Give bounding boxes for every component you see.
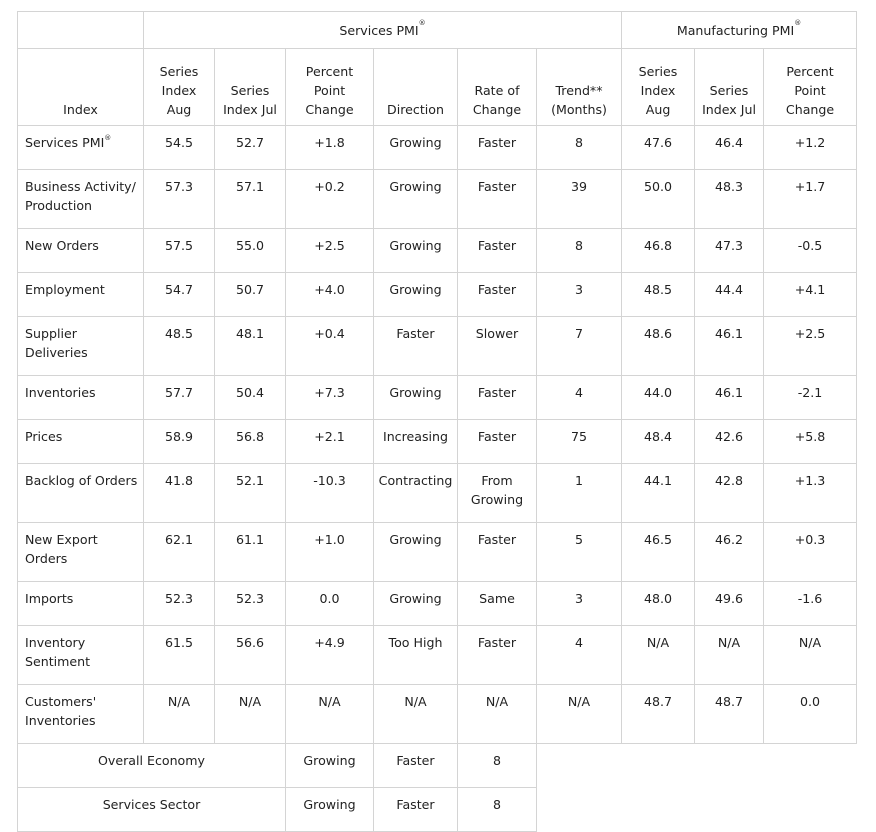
table-cell: Growing <box>374 229 458 273</box>
table-cell: 44.1 <box>622 464 695 523</box>
table-cell: 44.4 <box>695 273 764 317</box>
col-header-rate-of-change: Rate of Change <box>458 49 537 126</box>
table-cell: 52.1 <box>215 464 286 523</box>
summary-trend: 8 <box>458 744 537 788</box>
table-cell: 48.4 <box>622 420 695 464</box>
pmi-table <box>17 11 857 832</box>
table-cell: +0.2 <box>286 170 374 229</box>
table-cell: +1.0 <box>286 523 374 582</box>
summary-rate: Faster <box>374 788 458 832</box>
table-cell: 56.8 <box>215 420 286 464</box>
row-label: Customers' Inventories <box>18 685 144 744</box>
col-header-mfg-percent-point-change: Percent Point Change <box>764 49 857 126</box>
summary-label: Overall Economy <box>18 744 286 788</box>
row-label: New Export Orders <box>18 523 144 582</box>
table-cell: -1.6 <box>764 582 857 626</box>
summary-rate: Faster <box>374 744 458 788</box>
table-cell: 5 <box>537 523 622 582</box>
col-header-index: Index <box>18 49 144 126</box>
table-cell: 4 <box>537 626 622 685</box>
table-cell: 46.1 <box>695 317 764 376</box>
table-cell: 48.1 <box>215 317 286 376</box>
col-header-series-index-aug: Series Index Aug <box>144 49 215 126</box>
table-cell: 48.5 <box>622 273 695 317</box>
table-cell: N/A <box>215 685 286 744</box>
table-cell: +1.7 <box>764 170 857 229</box>
table-cell: 3 <box>537 582 622 626</box>
table-cell: 1 <box>537 464 622 523</box>
col-header-series-index-jul: Series Index Jul <box>215 49 286 126</box>
table-cell: 61.1 <box>215 523 286 582</box>
table-cell: 52.3 <box>144 582 215 626</box>
table-cell: 8 <box>537 126 622 170</box>
table-cell: 48.6 <box>622 317 695 376</box>
pmi-table-container <box>17 11 857 832</box>
table-row <box>18 376 857 420</box>
table-cell: N/A <box>286 685 374 744</box>
table-cell: 57.7 <box>144 376 215 420</box>
table-cell: 75 <box>537 420 622 464</box>
row-label: Employment <box>18 273 144 317</box>
table-cell: Same <box>458 582 537 626</box>
summary-row-services-sector <box>18 788 857 832</box>
table-cell: 0.0 <box>286 582 374 626</box>
table-cell: Increasing <box>374 420 458 464</box>
table-row <box>18 420 857 464</box>
summary-row-overall-economy <box>18 744 857 788</box>
table-cell: 46.2 <box>695 523 764 582</box>
table-cell: N/A <box>622 626 695 685</box>
table-cell: N/A <box>144 685 215 744</box>
col-header-direction: Direction <box>374 49 458 126</box>
table-cell: 7 <box>537 317 622 376</box>
table-cell: 48.0 <box>622 582 695 626</box>
table-cell: +2.5 <box>764 317 857 376</box>
table-cell: Faster <box>458 376 537 420</box>
table-row <box>18 273 857 317</box>
table-cell: N/A <box>764 626 857 685</box>
table-cell: +4.0 <box>286 273 374 317</box>
table-cell: Growing <box>374 273 458 317</box>
table-cell: N/A <box>537 685 622 744</box>
table-cell: +1.2 <box>764 126 857 170</box>
table-cell: 48.5 <box>144 317 215 376</box>
col-header-mfg-series-index-jul: Series Index Jul <box>695 49 764 126</box>
row-label: Prices <box>18 420 144 464</box>
table-row <box>18 229 857 273</box>
table-cell: -2.1 <box>764 376 857 420</box>
table-cell: Growing <box>374 376 458 420</box>
col-header-percent-point-change: Percent Point Change <box>286 49 374 126</box>
table-cell: 49.6 <box>695 582 764 626</box>
table-cell: 50.4 <box>215 376 286 420</box>
table-cell: Growing <box>374 582 458 626</box>
table-cell: 52.7 <box>215 126 286 170</box>
table-cell: 46.5 <box>622 523 695 582</box>
table-cell: 8 <box>537 229 622 273</box>
row-label: New Orders <box>18 229 144 273</box>
table-row <box>18 523 857 582</box>
table-cell: 55.0 <box>215 229 286 273</box>
table-cell: N/A <box>374 685 458 744</box>
summary-direction: Growing <box>286 744 374 788</box>
summary-direction: Growing <box>286 788 374 832</box>
services-pmi-group-header: Services PMI® <box>144 12 622 49</box>
row-label: Inventories <box>18 376 144 420</box>
table-cell: 57.1 <box>215 170 286 229</box>
table-cell: Too High <box>374 626 458 685</box>
table-cell: +0.4 <box>286 317 374 376</box>
col-header-trend-months: Trend** (Months) <box>537 49 622 126</box>
table-cell: 62.1 <box>144 523 215 582</box>
table-cell: 48.7 <box>695 685 764 744</box>
table-cell: Growing <box>374 523 458 582</box>
summary-label: Services Sector <box>18 788 286 832</box>
table-cell: 48.3 <box>695 170 764 229</box>
summary-blank <box>537 788 764 832</box>
table-cell: 54.5 <box>144 126 215 170</box>
row-label: Business Activity/ Production <box>18 170 144 229</box>
row-label: Imports <box>18 582 144 626</box>
table-cell: 41.8 <box>144 464 215 523</box>
table-cell: Faster <box>458 170 537 229</box>
row-label: Supplier Deliveries <box>18 317 144 376</box>
table-cell: 58.9 <box>144 420 215 464</box>
header-blank-corner <box>18 12 144 49</box>
table-cell: +1.8 <box>286 126 374 170</box>
table-cell: +1.3 <box>764 464 857 523</box>
summary-trend: 8 <box>458 788 537 832</box>
table-cell: Contracting <box>374 464 458 523</box>
table-cell: Faster <box>458 420 537 464</box>
table-cell: -0.5 <box>764 229 857 273</box>
row-label: Services PMI® <box>18 126 144 170</box>
table-cell: +4.9 <box>286 626 374 685</box>
table-cell: +4.1 <box>764 273 857 317</box>
table-cell: Faster <box>458 523 537 582</box>
table-cell: 56.6 <box>215 626 286 685</box>
table-cell: 0.0 <box>764 685 857 744</box>
table-row <box>18 582 857 626</box>
table-cell: 47.3 <box>695 229 764 273</box>
table-cell: 57.3 <box>144 170 215 229</box>
table-cell: 42.8 <box>695 464 764 523</box>
summary-blank <box>537 744 764 788</box>
table-cell: From Growing <box>458 464 537 523</box>
table-cell: 46.8 <box>622 229 695 273</box>
table-row <box>18 464 857 523</box>
table-cell: +0.3 <box>764 523 857 582</box>
table-cell: 42.6 <box>695 420 764 464</box>
table-cell: Growing <box>374 126 458 170</box>
table-row <box>18 126 857 170</box>
table-cell: Faster <box>458 229 537 273</box>
table-cell: 46.4 <box>695 126 764 170</box>
table-cell: 50.7 <box>215 273 286 317</box>
table-cell: Faster <box>458 126 537 170</box>
table-row <box>18 170 857 229</box>
table-cell: N/A <box>695 626 764 685</box>
col-header-mfg-series-index-aug: Series Index Aug <box>622 49 695 126</box>
table-cell: 47.6 <box>622 126 695 170</box>
table-cell: 50.0 <box>622 170 695 229</box>
table-cell: 3 <box>537 273 622 317</box>
table-cell: -10.3 <box>286 464 374 523</box>
table-cell: 44.0 <box>622 376 695 420</box>
manufacturing-pmi-group-header: Manufacturing PMI® <box>622 12 857 49</box>
table-row <box>18 317 857 376</box>
table-cell: N/A <box>458 685 537 744</box>
table-cell: Slower <box>458 317 537 376</box>
table-cell: 54.7 <box>144 273 215 317</box>
table-cell: 46.1 <box>695 376 764 420</box>
table-cell: Faster <box>374 317 458 376</box>
table-cell: +7.3 <box>286 376 374 420</box>
table-row <box>18 685 857 744</box>
table-cell: 48.7 <box>622 685 695 744</box>
table-row <box>18 626 857 685</box>
table-cell: 39 <box>537 170 622 229</box>
table-cell: 61.5 <box>144 626 215 685</box>
table-cell: Growing <box>374 170 458 229</box>
table-cell: +2.1 <box>286 420 374 464</box>
table-cell: Faster <box>458 626 537 685</box>
table-cell: +2.5 <box>286 229 374 273</box>
row-label: Inventory Sentiment <box>18 626 144 685</box>
table-cell: 4 <box>537 376 622 420</box>
row-label: Backlog of Orders <box>18 464 144 523</box>
table-cell: +5.8 <box>764 420 857 464</box>
table-cell: 52.3 <box>215 582 286 626</box>
table-cell: 57.5 <box>144 229 215 273</box>
table-cell: Faster <box>458 273 537 317</box>
